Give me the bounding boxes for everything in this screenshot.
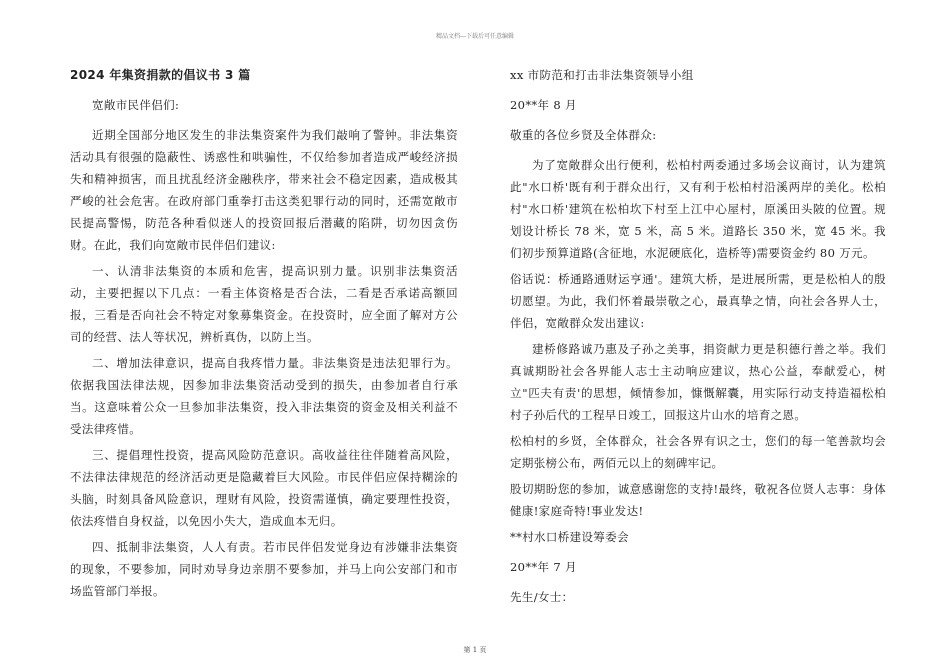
page-header: 精品文档---下载后可任意编辑 xyxy=(435,33,515,40)
salutation: 敬重的各位乡贤及全体群众: xyxy=(510,128,657,142)
paragraph: 建桥修路诚乃惠及子孙之美事，捐资献力更是积德行善之举。我们真诚期盼社会各界能人志士主动响应建议，热心公益，奉献爱心，树立"匹夫有责'的思想，倾情参加，慷慨解囊，用实际行动支持造福松柏村子孙后代的工程早日竣工，回报这片山水的培育之恩。 xyxy=(510,342,886,422)
right-column xyxy=(510,64,886,616)
paragraph: 四、抵制非法集资，人人有责。若市民伴侣发觉身边有涉嫌非法集资的现象，不要参加，同时劝导身边亲朋不要参加，并马上向公安部门和市场监管部门举报。 xyxy=(70,540,458,598)
paragraph: 俗话说：桥通路通财运亨通'。建筑大桥，是进展所需，更是松柏人的殷切愿望。为此，我们怀着最崇敬之心，最真挚之情，向社会各界人士，伴侣，宽敞群众发出建议: xyxy=(510,272,886,330)
paragraph: 为了宽敞群众出行便利，松柏村两委通过多场会议商讨，认为建筑此"水口桥'既有利于群众出行，又有利于松柏村沿溪两岸的美化。松柏村"水口桥'建筑在松柏坎下村至上江中心屋村，原溪田头陂的位置。规划设计桥长 78 米，宽 5 米，高 5 米。道路长 350 米，宽 45 米。我们初步预算道路(含征地，水泥硬底化，造桥等)需要资金约 80 万元。 xyxy=(510,158,886,260)
paragraph: 股切期盼您的参加，诚意感谢您的支持!最终，敬祝各位贤人志事：身体健康!家庭奇特!事业发达! xyxy=(510,482,886,518)
signature-date: 20**年 8 月 xyxy=(510,98,577,112)
document-title: 2024 年集资捐款的倡议书 3 篇 xyxy=(70,68,251,82)
paragraph: 三、提倡理性投资，提高风险防范意识。高收益往往伴随着高风险，不法律法律规范的经济活动更是隐藏着巨大风险。市民伴侣应保持糊涂的头脑，时刻具备风险意识，理财有风险，投资需谨慎，确定要理性投资，依法疼惜自身权益，以免因小失大，造成血本无归。 xyxy=(70,448,458,528)
signature-org: xx 市防范和打击非法集资领导小组 xyxy=(510,68,694,82)
left-column xyxy=(70,64,458,606)
paragraph: 松柏村的乡贤，全体群众，社会各界有识之士，您们的每一笔善款均会定期张榜公布，两佰元以上的刻碑牢记。 xyxy=(510,434,886,470)
committee-name: **村水口桥建设筹委会 xyxy=(510,530,629,544)
paragraph: 二、增加法律意识，提高自我疼惜力量。非法集资是违法犯罪行为。依据我国法律法规，因参加非法集资活动受到的损失，由参加者自行承当。这意味着公众一旦参加非法集资，投入非法集资的资金及相关利益不受法律疼惜。 xyxy=(70,356,458,436)
paragraph: 近期全国部分地区发生的非法集资案件为我们敲响了警钟。非法集资活动具有很强的隐蔽性、诱惑性和哄骗性，不仅给参加者造成严峻经济损失和精神损害，而且扰乱经济金融秩序，带来社会不稳定因素，造成极其严峻的社会危害。在政府部门重拳打击这类犯罪行动的同时，还需宽敞市民提高警惕，防范各种看似迷人的投资回报后潜藏的陷阱，切勿因贪伤财。在此，我们向宽敞市民伴侣们建议: xyxy=(70,128,458,252)
committee-date: 20**年 7 月 xyxy=(510,560,577,574)
salutation: 宽敞市民伴侣们: xyxy=(92,98,180,112)
page-number: 第 1 页 xyxy=(463,646,487,654)
next-salutation: 先生/女士： xyxy=(510,590,574,604)
paragraph: 一、认清非法集资的本质和危害，提高识别力量。识别非法集资活动，主要把握以下几点：一看主体资格是否合法，二看是否承诺高额回报，三看是否向社会不特定对象募集资金。在投资时，应全面了解对方公司的经营、法人等状况，辨析真伪，以防上当。 xyxy=(70,264,458,344)
